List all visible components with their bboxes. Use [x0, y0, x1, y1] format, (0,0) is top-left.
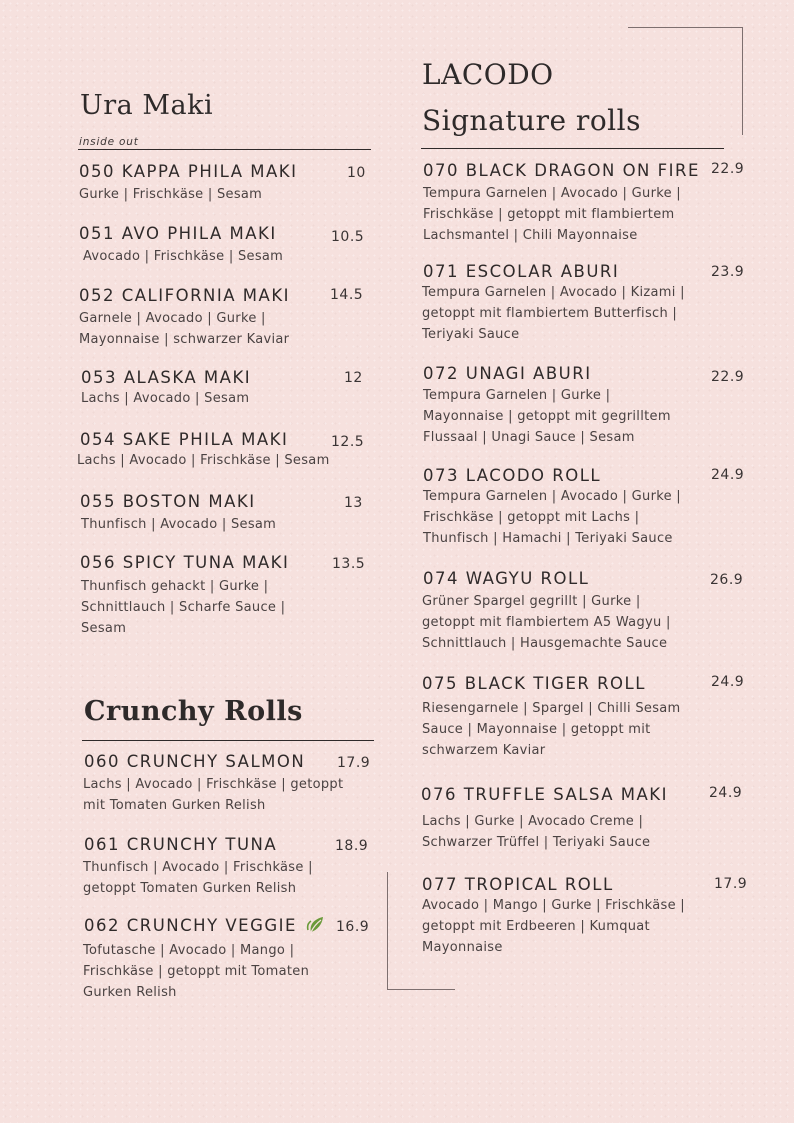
menu-item-name: 054 SAKE PHILA MAKI: [80, 430, 289, 449]
frame-bottom-line: [387, 989, 455, 990]
menu-item-name: 050 KAPPA PHILA MAKI: [79, 162, 298, 181]
menu-item-name: 075 BLACK TIGER ROLL: [422, 674, 646, 693]
menu-item-name: 060 CRUNCHY SALMON: [84, 752, 306, 771]
menu-item-desc: Riesengarnele | Spargel | Chilli Sesam Sauce | Mayonnaise | getoppt mit schwarzem Kaviar: [422, 701, 681, 758]
frame-left-line: [387, 872, 388, 990]
menu-item-desc: Grüner Spargel gegrillt | Gurke | getoppt mit flambiertem A5 Wagyu | Schnittlauch | Hausgemachte Sauce: [422, 594, 671, 651]
menu-item-price: 24.9: [711, 467, 745, 483]
menu-item-name: 070 BLACK DRAGON ON FIRE: [423, 161, 700, 180]
menu-item-price: 13.5: [332, 556, 366, 572]
menu-item-desc: Thunfisch | Avocado | Sesam: [81, 517, 277, 532]
menu-item-name: 074 WAGYU ROLL: [423, 569, 590, 588]
menu-item-price: 26.9: [710, 572, 744, 588]
menu-item-name: 062 CRUNCHY VEGGIE: [84, 916, 297, 935]
vegan-leaf-icon: [306, 914, 328, 938]
menu-item-price: 17.9: [337, 755, 371, 771]
menu-item-desc: Tempura Garnelen | Avocado | Gurke | Frischkäse | getoppt mit flambiertem Lachsmantel | Chili Mayonnaise: [423, 186, 681, 243]
menu-item-name: 061 CRUNCHY TUNA: [84, 835, 278, 854]
menu-item-name: 076 TRUFFLE SALSA MAKI: [421, 785, 668, 804]
menu-item-desc: Lachs | Avocado | Frischkäse | Sesam: [77, 453, 330, 468]
menu-item-price: 14.5: [330, 287, 364, 303]
menu-item-desc: Lachs | Gurke | Avocado Creme | Schwarzer Trüffel | Teriyaki Sauce: [422, 814, 651, 850]
menu-item-desc: Tempura Garnelen | Gurke | Mayonnaise | getoppt mit gegrilltem Flussaal | Unagi Sauce | Sesam: [423, 388, 671, 445]
menu-item-name: 071 ESCOLAR ABURI: [423, 262, 620, 281]
menu-item-price: 13: [344, 495, 363, 511]
menu-item-price: 17.9: [714, 876, 748, 892]
menu-item-name: 056 SPICY TUNA MAKI: [80, 553, 290, 572]
menu-item-name: 055 BOSTON MAKI: [80, 492, 256, 511]
menu-item-desc: Tempura Garnelen | Avocado | Gurke | Frischkäse | getoppt mit Lachs | Thunfisch | Hamachi | Teriyaki Sauce: [423, 489, 681, 546]
menu-item-desc: Garnele | Avocado | Gurke | Mayonnaise | schwarzer Kaviar: [79, 311, 290, 347]
menu-item-desc: Lachs | Avocado | Frischkäse | getoppt mit Tomaten Gurken Relish: [83, 777, 344, 813]
menu-item-price: 10: [347, 165, 366, 181]
menu-item-price: 24.9: [709, 785, 743, 801]
ura-maki-rule: [78, 149, 371, 150]
signature-title-line1: LACODO: [422, 58, 554, 91]
ura-maki-subtitle: inside out: [79, 136, 139, 148]
menu-item-price: 18.9: [335, 838, 369, 854]
menu-item-price: 12.5: [331, 434, 365, 450]
menu-item-price: 23.9: [711, 264, 745, 280]
menu-item-desc: Gurke | Frischkäse | Sesam: [79, 187, 263, 202]
menu-item-price: 16.9: [336, 919, 370, 935]
menu-item-desc: Thunfisch gehackt | Gurke | Schnittlauch | Scharfe Sauce | Sesam: [81, 579, 286, 636]
menu-item-desc: Tofutasche | Avocado | Mango | Frischkäse | getoppt mit Tomaten Gurken Relish: [83, 943, 310, 1000]
menu-item-name: 077 TROPICAL ROLL: [422, 875, 614, 894]
menu-item-name: 072 UNAGI ABURI: [423, 364, 592, 383]
frame-top-line: [628, 27, 743, 28]
signature-title-line2: Signature rolls: [422, 104, 641, 137]
menu-item-name: 053 ALASKA MAKI: [81, 368, 252, 387]
ura-maki-title: Ura Maki: [80, 90, 214, 121]
menu-item-name: 052 CALIFORNIA MAKI: [79, 286, 290, 305]
menu-item-desc: Thunfisch | Avocado | Frischkäse | getoppt Tomaten Gurken Relish: [83, 860, 313, 896]
crunchy-rolls-rule: [82, 740, 374, 741]
menu-item-price: 24.9: [711, 674, 745, 690]
menu-item-desc: Avocado | Mango | Gurke | Frischkäse | getoppt mit Erdbeeren | Kumquat Mayonnaise: [422, 898, 685, 955]
menu-item-desc: Lachs | Avocado | Sesam: [81, 391, 250, 406]
menu-item-price: 22.9: [711, 161, 745, 177]
frame-right-line: [742, 27, 743, 135]
menu-item-desc: Tempura Garnelen | Avocado | Kizami | getoppt mit flambiertem Butterfisch | Teriyaki Sauce: [422, 285, 685, 342]
signature-rule: [421, 148, 724, 149]
crunchy-rolls-title: Crunchy Rolls: [84, 696, 303, 727]
menu-item-price: 12: [344, 370, 363, 386]
menu-item-name: 051 AVO PHILA MAKI: [79, 224, 277, 243]
menu-item-name: 073 LACODO ROLL: [423, 466, 602, 485]
menu-item-price: 10.5: [331, 229, 365, 245]
menu-item-desc: Avocado | Frischkäse | Sesam: [83, 249, 284, 264]
menu-item-price: 22.9: [711, 369, 745, 385]
